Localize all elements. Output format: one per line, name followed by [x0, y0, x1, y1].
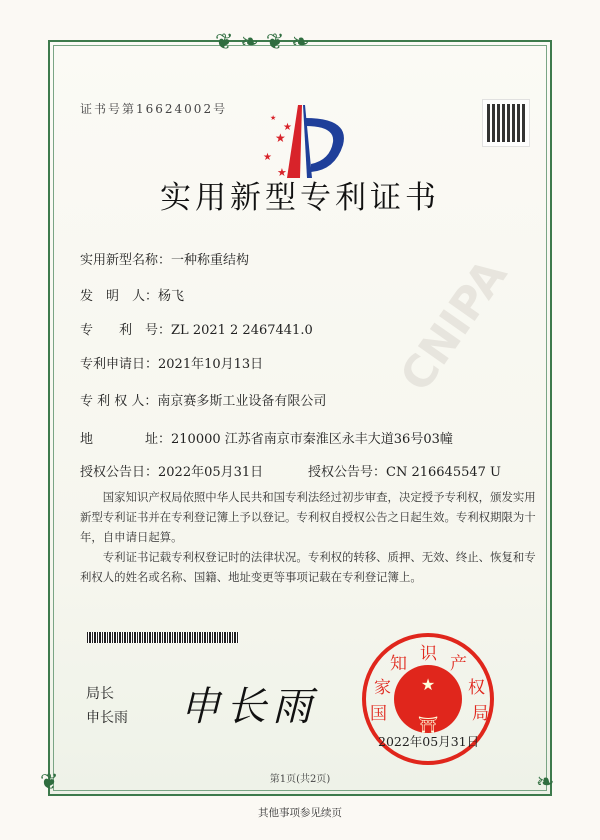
signature: 申长雨: [180, 684, 318, 730]
field-application-date: 专利申请日：2021年10月13日: [80, 357, 264, 372]
svg-text:★: ★: [263, 152, 272, 163]
seal-date: 2022年05月31日: [378, 734, 480, 749]
svg-text:★: ★: [283, 122, 292, 133]
field-utility-model-name: 实用新型名称：一种称重结构: [80, 253, 250, 268]
watermark: CNIPA: [390, 250, 518, 401]
svg-text:★: ★: [270, 114, 277, 122]
national-emblem-icon: ★ ⛩: [394, 665, 462, 733]
qr-code: [483, 100, 529, 146]
field-patent-number: 专 利 号：ZL 2021 2 2467441.0: [80, 323, 313, 338]
field-grant-number: 授权公告号：CN 216645547 U: [308, 465, 501, 480]
ornament-bottom-left-icon: ❦: [40, 770, 59, 795]
body-text: 国家知识产权局依照中华人民共和国专利法经过初步审查，决定授予专利权，颁发实用 新型专利证书并在专利登记簿上予以登记。专利权自授权公告之日起生效。专利权期限为十 年，自申请日起算。 专利证书记载专利权登记时的法律状况。专利权的转移、质押、无效、终止、恢复和专 利权人的姓名或名称、国籍、地址变更等事项记载在专利登记簿上。: [80, 490, 536, 584]
page-indicator: 第1页(共2页): [269, 774, 331, 785]
continuation-note: 其他事项参见续页: [258, 807, 342, 819]
certificate-number: 证书号第16624002号: [80, 102, 228, 116]
field-patentee: 专 利 权 人：南京赛多斯工业设备有限公司: [80, 394, 327, 409]
document-title: 实用新型专利证书: [160, 180, 440, 216]
cnipa-logo-icon: [255, 100, 350, 182]
ornament-top-icon: ❦ ❧ ❦ ❧: [215, 30, 310, 55]
official-seal: ★ ⛩ 国 家 知 识 产 权 局: [362, 633, 494, 765]
barcode: [87, 632, 239, 643]
svg-text:★: ★: [275, 131, 286, 145]
ornament-bottom-right-icon: ❧: [536, 770, 555, 795]
field-grant-date: 授权公告日：2022年05月31日: [80, 465, 264, 480]
field-inventor: 发 明 人：杨飞: [80, 289, 185, 304]
svg-text:★: ★: [277, 166, 287, 179]
director-name: 申长雨: [86, 710, 128, 726]
director-title: 局长: [86, 686, 114, 702]
field-address: 地 址：210000 江苏省南京市秦淮区永丰大道36号03幢: [80, 432, 453, 447]
